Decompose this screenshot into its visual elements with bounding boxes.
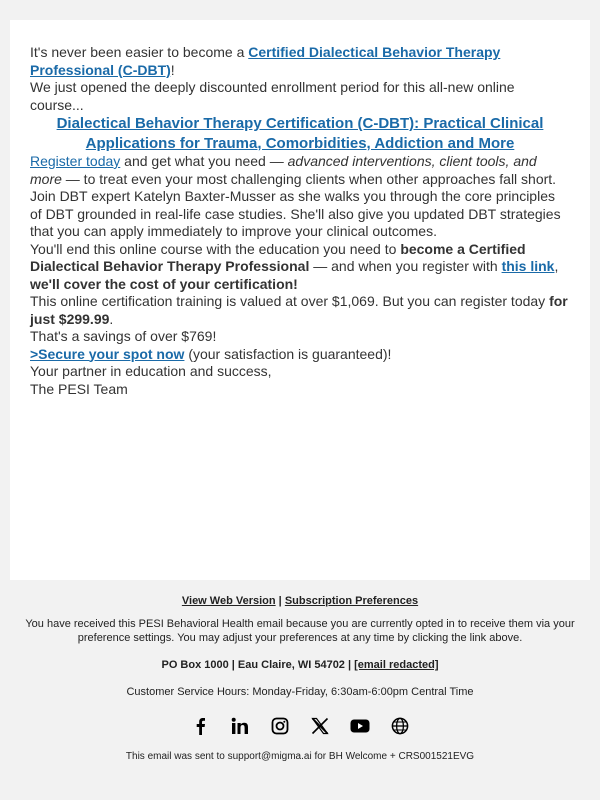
instagram-icon[interactable] — [267, 713, 293, 739]
cert-bold2: we'll cover the cost of your certification! — [30, 275, 298, 292]
value-end: . — [109, 310, 114, 327]
youtube-icon[interactable] — [347, 713, 373, 739]
certification-paragraph — [30, 241, 570, 294]
join-paragraph: Join DBT expert Katelyn Baxter-Musser as she walks you through the core principles of DBT grounded in real-life case studies. She'll also give you updated DBT strategies that you can apply immediately to improve your clinical outcomes. — [30, 188, 561, 239]
value-text: This online certification training is valued at over $1,069. But you can register today — [30, 293, 550, 309]
cert-text-a: You'll end this online course with the education you need to — [30, 240, 401, 257]
facebook-icon[interactable] — [187, 713, 213, 739]
view-web-version-link[interactable]: View Web Version — [181, 595, 276, 607]
signoff-line1: Your partner in education and success, — [30, 363, 272, 379]
savings-paragraph: That's a savings of over $769! — [30, 328, 217, 344]
address-text: PO Box 1000 | Eau Claire, WI 54702 | — [161, 659, 355, 671]
intro-text: It's never been easier to become a — [30, 44, 249, 60]
globe-icon[interactable] — [387, 713, 413, 739]
footer-links — [0, 595, 600, 607]
signoff — [30, 363, 570, 398]
enrollment-paragraph: We just opened the deeply discounted enrollment period for this all-new online course... — [30, 79, 515, 113]
register-italic: advanced interventions, client tools, and more — [30, 153, 537, 187]
email-card — [10, 20, 590, 580]
price-bold: for just $299.99 — [30, 293, 568, 327]
course-title-paragraph — [30, 114, 570, 153]
intro-end: ! — [170, 61, 175, 78]
email-redacted-link[interactable]: [email redacted] — [354, 659, 439, 671]
service-hours: Customer Service Hours: Monday-Friday, 6:30am-6:00pm Central Time — [126, 686, 474, 698]
social-icons — [0, 713, 600, 739]
signoff-line2: The PESI Team — [30, 380, 128, 397]
cert-bold: become a Certified Dialectical Behavior Therapy Professional — [30, 240, 526, 274]
footer-separator: | — [275, 595, 285, 607]
cert-mid: — and when you register with — [309, 258, 502, 274]
register-mid: and get what you need — — [120, 153, 288, 169]
x-icon[interactable] — [307, 713, 333, 739]
linkedin-icon[interactable] — [227, 713, 253, 739]
subscription-preferences-link[interactable]: Subscription Preferences — [284, 595, 419, 607]
email-footer — [0, 580, 600, 800]
opt-in-notice: You have received this PESI Behavioral Health email because you are currently opted in to receive them via your preference settings. You may adjust your preferences at any time by clicking the link above. — [25, 618, 575, 644]
register-end: — to treat even your most challenging clients when other approaches fall short. — [61, 170, 557, 187]
this-link[interactable]: this link — [501, 258, 555, 274]
secure-end: (your satisfaction is guaranteed)! — [184, 345, 392, 362]
secure-spot-link[interactable]: >Secure your spot now — [30, 345, 185, 362]
register-paragraph — [30, 153, 570, 188]
cdbt-link[interactable]: Certified Dialectical Behavior Therapy Professional (C-DBT) — [30, 44, 501, 78]
postal-address — [0, 659, 600, 671]
course-title-link[interactable]: Dialectical Behavior Therapy Certification (C-DBT): Practical Clinical Applications for Trauma, Comorbidities, Addiction and More — [56, 115, 544, 152]
cert-comma: , — [554, 258, 559, 274]
value-paragraph — [30, 293, 570, 328]
intro-paragraph — [30, 44, 570, 79]
register-today-link[interactable]: Register today — [30, 153, 121, 169]
secure-paragraph — [30, 346, 570, 364]
sent-to-notice: This email was sent to support@migma.ai for BH Welcome + CRS001521EVG — [125, 751, 475, 762]
